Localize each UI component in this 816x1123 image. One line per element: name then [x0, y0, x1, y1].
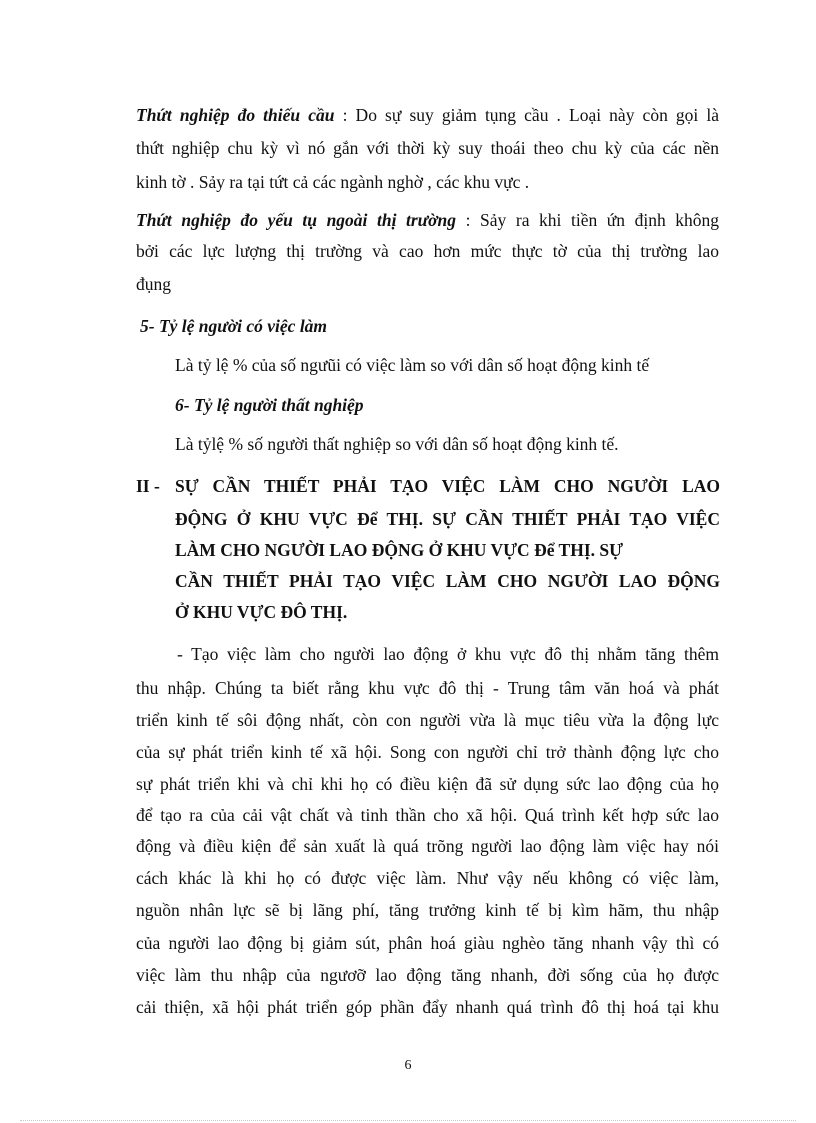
body-line-6: để tạo ra của cải vật chất và tinh thần cho xã hội. Quá trình kết hợp sức lao — [136, 805, 719, 825]
page-bottom-rule — [20, 1120, 796, 1121]
section-6-title: 6- Tỷ lệ người thất nghiệp — [175, 395, 364, 415]
page-number: 6 — [404, 1058, 412, 1073]
section-2-heading-line-2: ĐỘNG Ở KHU VỰC Để THỊ. SỰ CẦN THIẾT PHẢI TẠO VIỆC — [175, 509, 720, 529]
body-line-2: thu nhập. Chúng ta biết rằng khu vực đô thị - Trung tâm văn hoá và phát — [136, 678, 719, 698]
body-line-7: động và điều kiện để sản xuất là quá trõng người lao động làm việc hay nói — [136, 836, 719, 856]
paragraph-nonmarket-unemployment-line-2: bởi các lực lượng thị trường và cao hơn mức thực tờ của thị trường lao — [136, 241, 719, 261]
section-5-title: 5- Tỷ lệ người có việc làm — [140, 316, 328, 336]
section-6-body: Là tỷlệ % số người thất nghiệp so với dân số hoạt động kinh tế. — [175, 434, 619, 454]
body-line-4: của sự phát triển kinh tế xã hội. Song con người chỉ trở thành động lực cho — [136, 742, 719, 762]
paragraph-nonmarket-unemployment-line-3: đụng — [136, 274, 171, 294]
section-2-heading-line-5: Ở KHU VỰC ĐÔ THỊ. — [175, 602, 348, 622]
paragraph-demand-unemployment-line-3: kinh tờ . Sảy ra tại tứt cả các ngành nghờ , các khu vực . — [136, 172, 530, 192]
paragraph-demand-unemployment-line-2: thứt nghiệp chu kỳ vì nó gắn với thời kỳ suy thoái theo chu kỳ của các nền — [136, 138, 719, 158]
body-line-9: nguồn nhân lực sẽ bị lãng phí, tăng trưởng kinh tế bị kìm hãm, thu nhập — [136, 900, 719, 920]
body-line-11: việc làm thu nhập của ngươỡ lao động tăng nhanh, đời sống của họ được — [136, 965, 719, 985]
section-5-body: Là tỷ lệ % của số ngưũi có việc làm so với dân số hoạt động kinh tế — [175, 355, 650, 375]
section-2-number: II - — [136, 476, 160, 496]
body-line-1: - Tạo việc làm cho người lao động ở khu vực đô thị nhằm tăng thêm — [177, 644, 719, 664]
section-2-heading-line-1: SỰ CẦN THIẾT PHẢI TẠO VIỆC LÀM CHO NGƯỜI LAO — [175, 476, 720, 496]
paragraph-demand-unemployment-line-1 — [136, 103, 719, 127]
body-line-8: cách khác là khi họ có được việc làm. Như vậy nếu không có việc làm, — [136, 868, 719, 888]
term-demand-unemployment: Thứt nghiệp đo thiếu cầu — [136, 105, 335, 125]
body-line-3: triển kinh tế sôi động nhất, còn con người vừa là mục tiêu vừa la động lực — [136, 710, 719, 730]
body-line-5: sự phát triển khi và chỉ khi họ có điều kiện đã sử dụng sức lao động của họ — [136, 774, 719, 794]
paragraph-text: : Sảy ra khi tiền ứn định không — [465, 210, 720, 230]
body-line-10: của người lao động bị giảm sút, phân hoá giàu nghèo tăng nhanh vậy thì có — [136, 933, 719, 953]
section-2-heading-line-4: CẦN THIẾT PHẢI TẠO VIỆC LÀM CHO NGƯỜI LAO ĐỘNG — [175, 571, 720, 591]
paragraph-nonmarket-unemployment-line-1 — [136, 208, 719, 232]
paragraph-text: : Do sự suy giảm tụng cầu . Loại này còn gọi là — [342, 105, 720, 125]
section-2-heading-line-3: LÀM CHO NGƯỜI LAO ĐỘNG Ở KHU VỰC Để THỊ. SỰ — [175, 540, 624, 560]
body-line-12: cải thiện, xã hội phát triển góp phần đẩy nhanh quá trình đô thị hoá tại khu — [136, 997, 719, 1017]
term-nonmarket-unemployment: Thứt nghiệp đo yếu tụ ngoài thị trường — [136, 210, 457, 230]
